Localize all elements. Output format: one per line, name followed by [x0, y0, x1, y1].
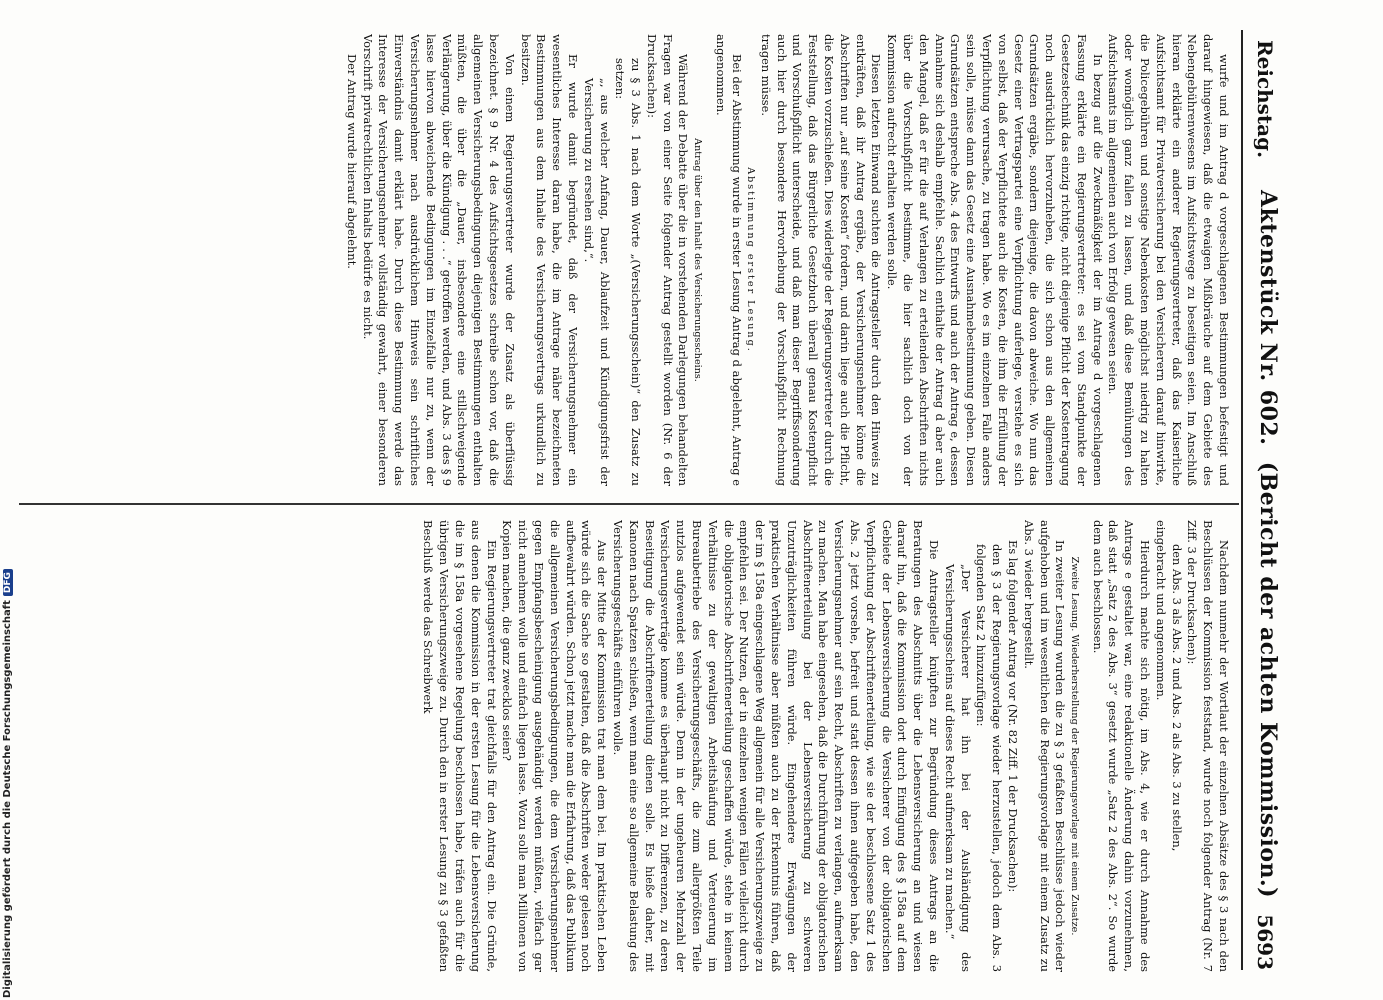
paragraph: Während der Debatte über die in vorstehenden Darlegungen behandelten Fragen war von einer Seite folgender Antrag gestellt worden (Nr. 6 der Drucksachen):	[644, 34, 691, 486]
section-heading: Zweite Lesung. Wiederherstellung der Regierungsvorlage mit einem Zusatze.	[1068, 556, 1080, 936]
paragraph: „, aus welcher Anfang, Dauer, Ablaufzeit und Kündigungsfrist der Versicherung zu ersehen sind,“.	[581, 78, 612, 486]
credit-line	[2, 0, 13, 998]
paragraph: In bezug auf die Zweckmäßigkeit der im Antrage d vorgeschlagenen Fassung erklärte ein Regierungsvertreter: es sei vom Standpunkte der Gesetzestechnik das einzig richtige, nicht diejenige Pflicht der Kostentragung noch ausdrücklich hervorzuheben, die sich schon aus den allgemeinen Grundsätzen ergäbe, sondern diejenige, die davon abweiche. Wo nun das Gesetz einer Vertragspartei eine Verpflichtung auferlege, verstehe es sich von selbst, daß der Verpflichtete auch die Kosten, die ihm die Erfüllung der Verpflichtung verursache, zu tragen habe. Wo es im einzelnen Falle anders sein solle, müsse dann das Gesetz eine Ausnahmebestimmung geben. Diesen Grundsätzen entspreche Abs. 4 des Entwurfs und auch der Antrag e, dessen Annahme sich deshalb empfehle. Sachlich enthalte der Antrag d aber auch den Mangel, daß er für die auf Verlangen zu erteilenden Abschriften nichts über die Vorschußpflicht bestimme, die hier sachlich doch von der Kommission aufrecht erhalten werden solle.	[885, 34, 1105, 486]
header-document-title	[1255, 190, 1281, 898]
credit-text: Digitalisierung gefördert durch die Deutsche Forschungsgemeinschaft	[2, 600, 13, 998]
paragraph: den Abs. 3 als Abs. 2 und Abs. 2 als Abs. 3 zu stellen,	[1169, 544, 1184, 852]
paragraph	[1081, 520, 1089, 972]
paragraph: In zweiter Lesung wurden die zu § 3 gefaßten Beschlüsse jedoch wieder aufgehoben und im wesentlichen die Regierungsvorlage mit einem Zusatz zu Abs. 3 wieder hergestellt.	[1021, 520, 1068, 972]
dfg-logo: DFG	[3, 569, 13, 596]
digitization-credit	[0, 0, 16, 1000]
section-heading: Abstimmung erster Lesung.	[745, 167, 757, 353]
paragraph: Von einem Regierungsvertreter wurde der Zusatz als überflüssig bezeichnet. § 9 Nr. 4 des Aufsichtsgesetzes schreibe schon vor, daß die allgemeinen Versicherungsbedingungen diejenigen Bestimmungen enthalten müßten, die über die „Dauer, insbesondere eine stillschweigende Verlängerung, über die Kündigung . . .“ getroffen werden, und Abs. 3 des § 9 lasse hiervon abweichende Bedingungen im Einzelfalle nur zu, wenn der Versicherungsnehmer nach ausdrücklichem Hinweis sein schriftliches Einverständnis damit erklärt habe. Durch diese Bestimmung werde das Interesse der Versicherungsnehmer vollständig gewahrt, einer besonderen Vorschrift privatrechtlichen Inhalts bedürfe es nicht.	[360, 34, 517, 486]
paragraph: wurfe und im Antrag d vorgeschlagenen Bestimmungen befestigt und darauf hingewiesen, daß die etwaigen Mißbräuche auf dem Gebiete des Nebengebührenwesens im Aufsichtswege zu beseitigen seien. Im Anschluß hieran erklärte ein anderer Regierungsvertreter, daß das Kaiserliche Aufsichtsamt für Privatversicherung bei den Versicherern darauf hinwirke, die Policegebühren und sonstige Nebenkosten möglichst niedrig zu halten oder womöglich ganz fallen zu lassen, und daß diese Bemühungen des Aufsichtsamts im allgemeinen auch von Erfolg gewesen seien.	[1106, 34, 1231, 486]
paragraph: Aus der Mitte der Kommission trat man dem bei. Im praktischen Leben würde sich die Sache so gestalten, daß die Abschriften weder gelesen noch aufbewahrt würden. Schon jetzt mache man die Erfahrung, daß das Publikum die allgemeinen Versicherungsbedingungen, die dem Versicherungsnehmer gegen Empfangsbescheinigung ausgehändigt werden müßten, vielfach gar nicht annehmen wolle und einfach liegen lasse. Wozu solle man Millionen von Kopien machen, die ganz zwecklos seien?	[500, 520, 610, 972]
paragraph: Hierdurch machte sich nötig, im Abs. 4, wie er durch Annahme des Antrags e gestaltet war, eine redaktionelle Änderung dahin vorzunehmen, daß statt „Satz 2 des Abs. 3“ gesetzt wurde „Satz 2 des Abs. 2“. So wurde dem auch beschlossen.	[1090, 520, 1153, 972]
paragraph: Ein Regierungsvertreter trat gleichfalls für den Antrag ein. Die Gründe, aus denen die Kommission in der ersten Lesung für die Lebensversicherung die im § 158a vorgesehene Regelung beschlossen habe, träfen auch für die übrigen Versicherungszweige zu. Durch den in erster Lesung zu § 3 gefaßten Beschluß werde das Schreibwerk	[421, 520, 499, 972]
column-divider	[19, 503, 1239, 505]
paragraph: den § 3 der Regierungsvorlage wieder herzustellen, jedoch dem Abs. 3 folgenden Satz 2 hinzuzufügen:	[974, 544, 1005, 972]
page-header	[1241, 40, 1281, 970]
paragraph: Diesen letzten Einwand suchten die Antragsteller durch den Hinweis zu entkräften, daß ihr Antrag ergäbe, der Versicherungsnehmer könne die Abschriften nur „auf seine Kosten“ fordern, und darin liege auch die Pflicht, die Kosten vorzuschießen. Dies widerlegte der Regierungsvertreter durch die Feststellung, daß das Bürgerliche Gesetzbuch überall genau Kostenpflicht und Vorschußpflicht unterscheide, und daß man dieser Begriffssonderung auch hier durch besondere Hervorhebung der Vorschußpflicht Rechnung tragen müsse.	[758, 34, 884, 486]
page-number: 5693	[1253, 914, 1277, 970]
paragraph: Die Antragsteller knüpften zur Begründung dieses Antrags an die Beratungen des Abschnitts über die Lebensversicherung an und wiesen darauf hin, daß die Kommission dort durch Einfügung des § 158a auf dem Gebiete der Lebensversicherung die Versicherer von der obligatorischen Verpflichtung der Abschriftenerteilung, wie sie der beschlossene Satz 1 des Abs. 2 jetzt vorsehe, befreit und statt dessen ihnen aufgegeben habe, den Versicherungsnehmer auf sein Recht, Abschriften zu verlangen, aufmerksam zu machen. Man habe eingesehen, daß die Durchführung der obligatorischen Abschriftenerteilung bei der Lebensversicherung zu schweren Unzuträglichkeiten führen würde. Eingehendere Erwägungen der praktischen Verhältnisse aber müßten auch zu der Erkenntnis führen, daß der im § 158a eingeschlagene Weg allgemein für alle Versicherungszweige zu empfehlen sei. Der Nutzen, der in einzelnen wenigen Fällen vielleicht durch die obligatorische Abschriftenerteilung geschaffen würde, stehe in keinem Verhältnisse zu der gewaltigen Arbeitshäufung und Verteuerung im Bureaubetriebe des Versicherungsgeschäfts, die zum allergrößten Teile nutzlos aufgewendet sein würde. Denn in der ungeheuren Mehrzahl der Versicherungsverträge komme es überhaupt nicht zu Differenzen, zu deren Beseitigung die Abschriftenerteilung dienen solle. Es hieße daher, mit Kanonen nach Spatzen schießen, wenn man eine so allgemeine Belastung des Versicherungsgeschäfts einführen wolle.	[611, 520, 941, 972]
header-bericht: (Bericht der achten Kommission.)	[1255, 461, 1281, 899]
paragraph: Es lag folgender Antrag vor (Nr. 82 Ziff. 1 der Drucksachen):	[1005, 540, 1020, 893]
header-aktenstueck: Aktenstück Nr. 602.	[1255, 190, 1281, 446]
paragraph: Er wurde damit begründet, daß der Versicherungsnehmer ein wesentliches Interesse daran habe, die im Antrage näher bezeichneten Bestimmungen aus dem Inhalte des Versicherungsvertrags urkundlich zu besitzen.	[518, 34, 580, 486]
paragraph: Der Antrag wurde hierauf abgelehnt.	[344, 54, 359, 269]
header-reichstag: Reichstag.	[1253, 40, 1277, 159]
paragraph: eingebracht und angenommen.	[1153, 520, 1168, 701]
right-column	[16, 520, 1231, 972]
paragraph: „Der Versicherer hat ihn bei der Aushändigung des Versicherungsscheins auf dieses Recht aufmerksam zu machen.“	[942, 564, 973, 972]
header-rule	[1241, 30, 1243, 970]
paragraph	[704, 34, 712, 486]
paragraph: Bei der Abstimmung wurde in erster Lesung Antrag d abgelehnt, Antrag e angenommen.	[713, 34, 744, 486]
paragraph: Nachdem nunmehr der Wortlaut der einzelnen Absätze des § 3 nach den Beschlüssen der Kommission feststand, wurde noch folgender Antrag (Nr. 7 Ziff. 3 der Drucksachen):	[1185, 520, 1231, 972]
section-heading: Antrag über den Inhalt des Versicherungsscheins.	[692, 138, 703, 382]
paragraph: zu § 3 Abs. 1 nach dem Worte „(Versicherungsschein)“ den Zusatz zu setzen:	[613, 58, 644, 486]
left-column	[16, 34, 1231, 486]
